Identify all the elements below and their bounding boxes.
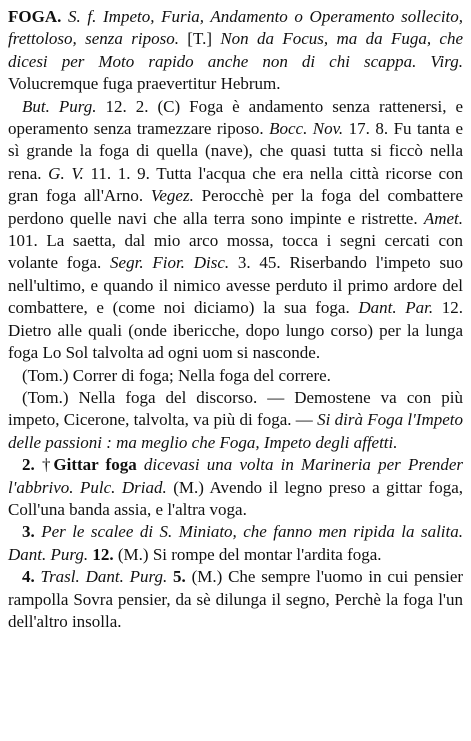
citation-loc: 17. 8. (348, 119, 389, 139)
sense-loc: 12. (92, 544, 114, 564)
sense-text: Avendo il legno preso a gittar foga, Coll'una banda assia, e l'altra voga. (8, 477, 463, 519)
sense-ref: Dant. Purg. (85, 567, 168, 587)
sense-4 (8, 566, 463, 633)
definition-text: Impeto, Furia, Andamento o Operamento sollecito, frettoloso, senza riposo. (8, 7, 464, 49)
sense-2 (8, 454, 463, 521)
tom-note (8, 365, 463, 387)
sense-number: 3. (22, 522, 35, 542)
tom-italic: Si dirà Foga l'Impeto delle passioni : ma meglio che Foga, Impeto degli affetti. (8, 410, 463, 452)
sense-def: Per le scalee di S. Miniato, che fanno men ripida la salita. (41, 522, 463, 542)
citation-loc: 11. 1. 9. (90, 163, 150, 183)
gender-label: S. f. (68, 7, 97, 26)
citation-loc: 101. (8, 231, 38, 251)
citation-loc: 3. 45. (237, 253, 281, 273)
citation-ref: Dant. Par. (358, 298, 434, 318)
etymology-a: Non da Focus, (220, 29, 329, 49)
tom-tag: (Tom.) (22, 387, 69, 407)
citation-text: (C) Foga è andamento senza rattenersi, e operamento senza tramezzare riposo. (8, 96, 464, 139)
citation-text: Perocchè per la foga del combattere perdono quelle navi che alla terra sono impinte e ristrette. (8, 186, 463, 228)
citation-ref: Bocc. Nov. (269, 119, 344, 139)
sense-def: dicevasi una volta in Marineria per Prender l'abbrivo. (8, 455, 464, 497)
virgil-ref: Virg. (430, 51, 464, 71)
sense-text: Che sempre l'uomo in cui pensier rampolla Sovra pensier, da sè dilunga il segno, Perchè la foga l'un dell'altro insolla. (8, 567, 464, 631)
sense-number: 2. (22, 455, 35, 475)
citation-ref: G. V. (48, 163, 84, 183)
dagger-mark: † (41, 455, 54, 475)
citation-ref: Segr. Fior. Disc. (110, 253, 230, 273)
tom-text: Nella foga del discorso. — Demostene va con più impeto, Cicerone, talvolta, va più di foga. — (8, 387, 463, 430)
citation-text: La saetta, dal mio arco mossa, tocca i segni cercati con volante foga. (8, 231, 463, 273)
sense-loc: 5. (173, 567, 186, 587)
sense-head: Gittar foga (53, 455, 137, 475)
virgil-quote: Volucremque fuga praevertitur Hebrum. (8, 74, 281, 94)
citation-text: Riserbando l'impeto suo nell'ultimo, e quando il nimico avesse perduto il primo ardore del combattere, e (come noi diciamo) la sua foga. (8, 253, 464, 318)
etymology-b: ma da Fuga, che dicesi per Moto rapido anche non di chi scappa. (8, 29, 464, 71)
citation-loc: 12. (441, 298, 464, 318)
citation-text: Dietro alle quali (onde ibericche, dopo lungo corso) per la lunga foga Lo Sol talvolta ad ogni uom si nasconde. (8, 320, 463, 363)
sense-tag: (M.) (117, 544, 149, 564)
entry-definition (8, 6, 463, 96)
sense-text: Si rompe del montar l'ardita foga. (152, 544, 382, 564)
tag-label: [T.] (187, 29, 212, 49)
sense-ref: Dant. Purg. (8, 544, 89, 564)
sense-ref: Pulc. Driad. (80, 477, 167, 497)
sense-3 (8, 521, 463, 566)
sense-tag: (M.) (173, 477, 204, 497)
sense-tag: (M.) (191, 567, 223, 587)
citation-text: Tutta l'acqua che era nella città ricorse con gran foga all'Arno. (8, 163, 463, 206)
citation-ref: But. Purg. (22, 96, 97, 116)
tom-note (8, 387, 463, 454)
citation-ref: Vegez. (150, 186, 194, 206)
tom-tag: (Tom.) (22, 365, 69, 385)
citation-text: Fu tanta e sì grande la foga di quella (nave), che quasi tutta si ficcò nella rena. (8, 119, 464, 183)
citation-loc: 12. 2. (105, 96, 149, 116)
headword: FOGA. (8, 7, 62, 26)
tom-text: Correr di foga; Nella foga del correre. (72, 365, 331, 385)
sense-number: 4. (22, 567, 35, 587)
citations-block (8, 96, 463, 365)
sense-label: Trasl. (40, 567, 80, 587)
citation-ref: Amet. (423, 208, 464, 228)
